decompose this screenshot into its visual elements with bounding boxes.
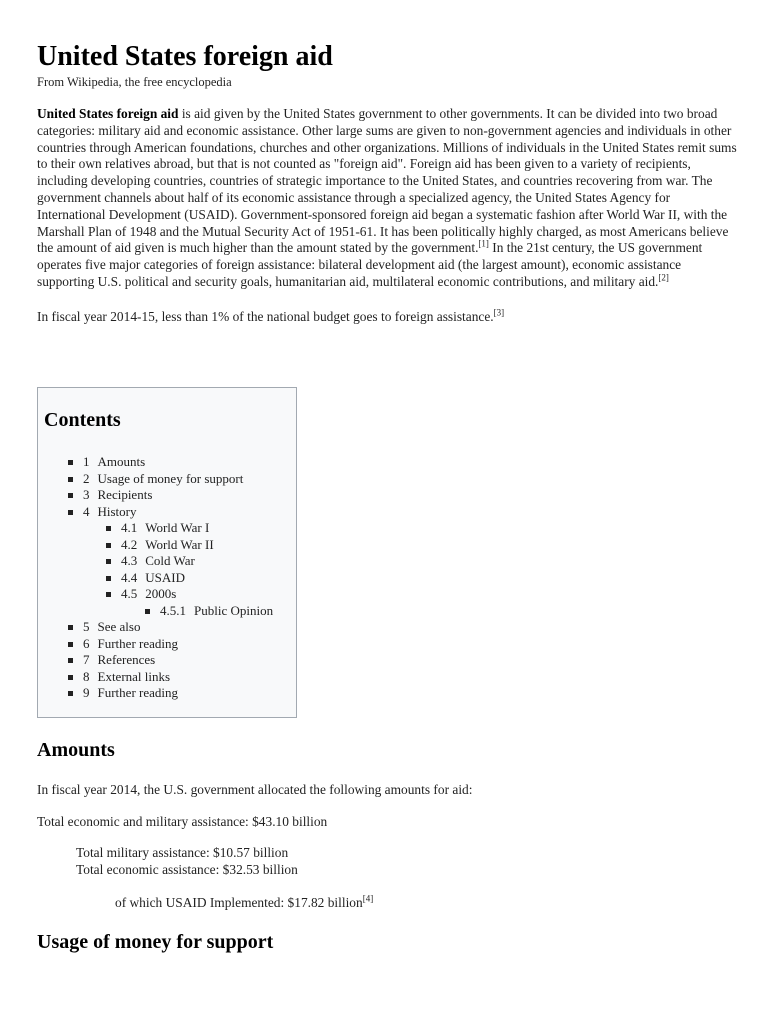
article xyxy=(37,0,737,953)
toc-label: Public Opinion xyxy=(194,602,274,618)
bullet-icon xyxy=(68,691,73,696)
fiscal-paragraph xyxy=(37,309,737,326)
bullet-icon xyxy=(68,493,73,498)
bullet-icon xyxy=(68,642,73,647)
amount-military: Total military assistance: $10.57 billion xyxy=(76,845,289,860)
toc-label: Amounts xyxy=(97,454,146,469)
toc-label: Further reading xyxy=(97,635,179,651)
toc-number: 4.3 xyxy=(121,553,138,568)
toc-label: World War I xyxy=(145,520,210,535)
intro-text-2: In the 21st century, the US government operates five major categories of foreign assistance: bilateral development aid (the largest amount), economic assistance supporting U.S. political and security goals, humanitarian aid, multilateral economic contributions, and military aid. xyxy=(37,240,703,289)
bullet-icon xyxy=(106,543,111,548)
toc-number: 2 xyxy=(83,470,90,486)
reference-link-4[interactable]: [4] xyxy=(362,893,374,904)
amount-usaid-text: of which USAID Implemented: $17.82 billion xyxy=(115,895,363,910)
bullet-icon xyxy=(106,526,111,531)
bullet-icon xyxy=(68,658,73,663)
reference-link-1[interactable]: [1] xyxy=(478,238,489,249)
toc-number: 4.2 xyxy=(121,536,138,552)
toc-label: See also xyxy=(97,619,141,634)
toc-label: World War II xyxy=(145,536,214,552)
toc-label: 2000s xyxy=(145,586,177,601)
toc-label: Usage of money for support xyxy=(97,470,244,486)
bullet-icon xyxy=(106,592,111,597)
toc-number: 4 xyxy=(83,503,90,519)
reference-link-3[interactable]: [3] xyxy=(493,307,505,318)
toc-label: USAID xyxy=(145,569,185,585)
bullet-icon xyxy=(106,576,111,581)
bullet-icon xyxy=(68,625,73,630)
toc-label: History xyxy=(97,503,137,519)
amounts-intro: In fiscal year 2014, the U.S. government allocated the following amounts for aid: xyxy=(37,782,473,797)
toc-number: 4.4 xyxy=(121,569,138,585)
toc-number: 7 xyxy=(83,652,90,667)
bullet-icon xyxy=(68,675,73,680)
fiscal-text: In fiscal year 2014-15, less than 1% of the national budget goes to foreign assistance. xyxy=(37,308,494,324)
toc-number: 4.5 xyxy=(121,586,138,601)
toc-number: 8 xyxy=(83,668,90,684)
section-heading-amounts: Amounts xyxy=(37,739,115,761)
table-of-contents xyxy=(37,387,297,718)
bullet-icon xyxy=(68,477,73,482)
bullet-icon xyxy=(145,609,150,614)
bullet-icon xyxy=(68,510,73,515)
toc-label: External links xyxy=(97,668,171,684)
section-heading-usage: Usage of money for support xyxy=(37,931,274,953)
toc-label: Recipients xyxy=(97,487,153,502)
toc-label: Further reading xyxy=(97,685,179,700)
amount-economic: Total economic assistance: $32.53 billion xyxy=(76,862,298,877)
intro-text: is aid given by the United States government to other governments. It can be divided into two broad categories: military aid and economic assistance. Other large sums are given to non-government agencies and individuals in other countries through American foundations, churches and other organizations. Millions of individuals in the United States remit sums to their own relatives abroad, but that is not counted as "foreign aid". Foreign aid has been given to a variety of recipients, including developing countries, countries of strategic importance to the United States, and countries recovering from war. The government channels about half of its economic assistance through a specialized agency, the United States Agency for International Development (USAID). Government-sponsored foreign aid began a systematic fashion after World War II, with the Marshall Plan of 1948 and the Mutual Security Act of 1951-61. It has been politically highly charged, as most Americans believe the amount of aid given is much higher than the amount stated by the government. xyxy=(37,106,737,256)
toc-label: References xyxy=(97,652,156,667)
page-title: United States foreign aid xyxy=(37,41,333,72)
toc-number: 9 xyxy=(83,685,90,700)
bullet-icon xyxy=(106,559,111,564)
amount-total: Total economic and military assistance: $43.10 billion xyxy=(37,814,328,829)
tagline: From Wikipedia, the free encyclopedia xyxy=(37,75,232,89)
toc-label: Cold War xyxy=(145,553,195,568)
intro-paragraph xyxy=(37,106,737,291)
toc-title: Contents xyxy=(44,409,121,431)
bullet-icon xyxy=(68,460,73,465)
toc-number: 6 xyxy=(83,635,90,651)
reference-link-2[interactable]: [2] xyxy=(658,272,669,283)
toc-number: 4.5.1 xyxy=(160,602,186,618)
intro-bold-term: United States foreign aid xyxy=(37,106,179,121)
amount-usaid xyxy=(115,895,373,912)
toc-number: 5 xyxy=(83,619,90,634)
toc-number: 1 xyxy=(83,454,90,469)
toc-number: 4.1 xyxy=(121,520,138,535)
toc-number: 3 xyxy=(83,487,90,502)
